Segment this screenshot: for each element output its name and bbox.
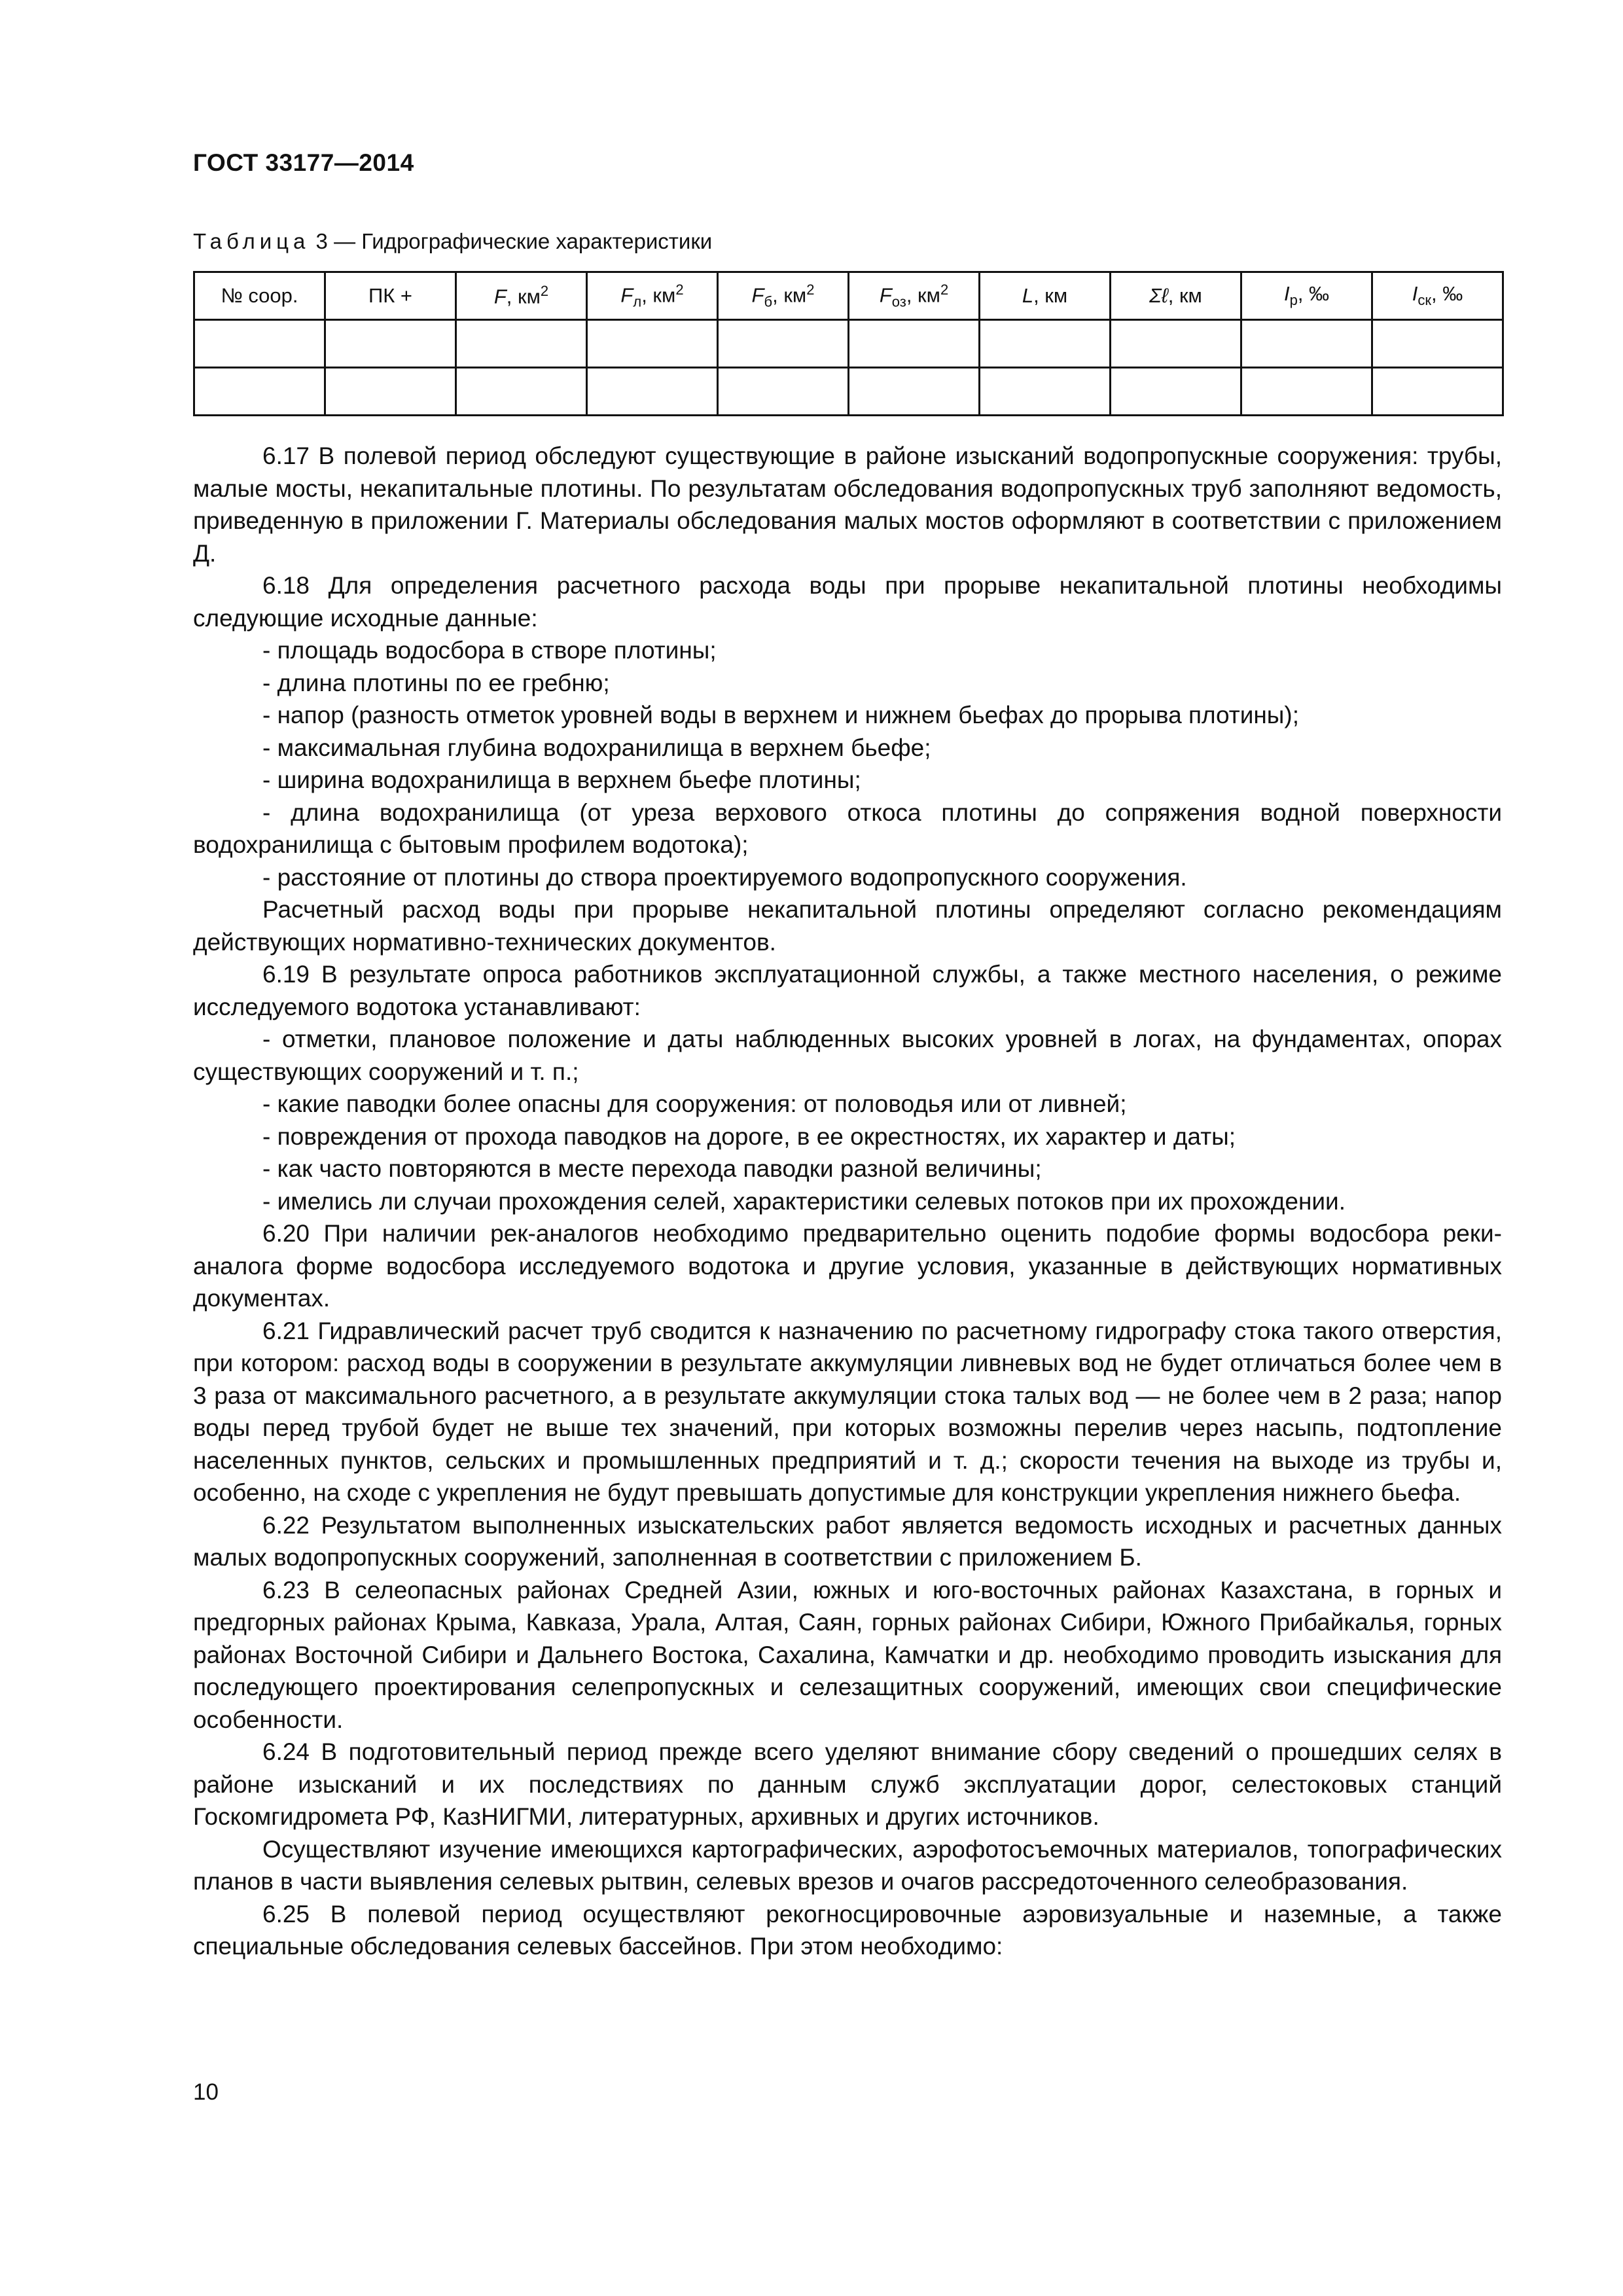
table-cell <box>1372 368 1503 416</box>
page-number: 10 <box>193 2079 219 2105</box>
col-header-symbol: F <box>879 283 892 307</box>
col-header-unit: , км <box>906 283 940 307</box>
paragraph-6-25: 6.25 В полевой период осуществляют рекогносцировочные аэровизуальные и наземные, а также специальные обследования селевых бассейнов. При этом необходимо: <box>193 1900 1502 1960</box>
col-header-river-slope <box>1241 272 1372 320</box>
col-header-total-length <box>1111 272 1241 320</box>
col-header-length <box>980 272 1111 320</box>
table-cell <box>1241 320 1372 368</box>
col-header-sub: б <box>764 293 773 310</box>
table-cell <box>587 368 718 416</box>
col-header-label: ПК + <box>368 284 413 307</box>
body-text <box>193 440 1502 1963</box>
col-header-label: № соор. <box>221 284 298 307</box>
paragraph-6-19: 6.19 В результате опроса работников эксплуатационной службы, а также местного населения, о режиме исследуемого водотока устанавливают: <box>193 961 1502 1020</box>
col-header-symbol: F <box>620 283 633 307</box>
table-cell <box>194 320 325 368</box>
col-header-symbol: I <box>1283 282 1290 306</box>
col-header-symbol: I <box>1412 282 1418 306</box>
col-header-unit: , км <box>1168 284 1202 307</box>
col-header-symbol: F <box>493 285 507 308</box>
paragraph-6-18-calc: Расчетный расход воды при прорыве некапитальной плотины определяют согласно рекомендациям действующих нормативно-технических документов. <box>193 896 1502 956</box>
table-cell <box>456 368 587 416</box>
table-cell <box>1372 320 1503 368</box>
paragraph-6-24-study: Осуществляют изучение имеющихся картографических, аэрофотосъемочных материалов, топографических планов в части выявления селевых рытвин, селевых врезов и очагов рассредоточенного селеобразования. <box>193 1835 1502 1895</box>
table-cell <box>1111 368 1241 416</box>
paragraph-6-18: 6.18 Для определения расчетного расхода воды при прорыве некапитальной плотины необходимы следующие исходные данные: <box>193 572 1502 632</box>
col-header-unit: , ‰ <box>1297 282 1330 306</box>
table-cell <box>980 320 1111 368</box>
list-item: - напор (разность отметок уровней воды в верхнем и нижнем бьефах до прорыва плотины); <box>262 702 1299 728</box>
paragraph-6-24: 6.24 В подготовительный период прежде всего уделяют внимание сбору сведений о прошедших селях в районе изысканий и их последствиях по данным служб эксплуатации дорог, селестоковых станций Госкомгидромета РФ, КазНИГМИ, литературных, архивных и других источников. <box>193 1738 1502 1830</box>
col-header-symbol: F <box>751 283 764 307</box>
table-cell <box>1241 368 1372 416</box>
table-cell <box>325 368 456 416</box>
col-header-sup: 2 <box>806 281 815 298</box>
col-header-unit: , км <box>772 283 807 307</box>
table-cell <box>587 320 718 368</box>
col-header-sub: оз <box>891 293 906 310</box>
col-header-sup: 2 <box>940 281 949 298</box>
col-header-area <box>456 272 587 320</box>
list-item: - какие паводки более опасны для сооружения: от половодья или от ливней; <box>262 1090 1127 1117</box>
list-item: - расстояние от плотины до створа проектируемого водопропускного сооружения. <box>262 863 1187 891</box>
table-caption-title: 3 — Гидрографические характеристики <box>310 229 713 253</box>
col-header-sub: л <box>633 293 642 310</box>
paragraph-6-22: 6.22 Результатом выполненных изыскательских работ является ведомость исходных и расчетных данных малых водопропускных сооружений, заполненная в соответствии с приложением Б. <box>193 1511 1502 1571</box>
col-header-sup: 2 <box>675 281 684 298</box>
col-header-lake-area <box>849 272 980 320</box>
list-item: - длина водохранилища (от уреза верхового откоса плотины до сопряжения водной поверхности водохранилища с бытовым профилем водотока); <box>193 798 1502 858</box>
col-header-sub: ск <box>1418 292 1431 309</box>
col-header-unit: , км <box>506 285 541 308</box>
col-header-symbol: L <box>1022 284 1034 307</box>
paragraph-6-21: 6.21 Гидравлический расчет труб сводится к назначению по расчетному гидрографу стока такого отверстия, при котором: расход воды в сооружении в результате аккумуляции ливневых вод не будет отличаться более чем в 3 раза от максимального расчетного, а в результате аккумуляции стока талых вод — не более чем в 2 раза; напор воды перед трубой будет не выше тех значений, при которых возможны перелив через насыпь, подтопление населенных пунктов, сельских и промышленных предприятий и т. д.; скорости течения на выходе из трубы и, особенно, на сходе с укрепления не будут превышать допустимые для конструкции укрепления нижнего бьефа. <box>193 1317 1502 1506</box>
table-cell <box>849 368 980 416</box>
table-row <box>194 368 1503 416</box>
list-item: - длина плотины по ее гребню; <box>262 669 610 696</box>
col-header-sup: 2 <box>540 283 549 300</box>
paragraph-6-20: 6.20 При наличии рек-аналогов необходимо предварительно оценить подобие формы водосбора реки-аналога форме водосбора исследуемого водотока и другие условия, указанные в действующих нормативных документах. <box>193 1220 1502 1312</box>
table-row <box>194 320 1503 368</box>
col-header-unit: , ‰ <box>1431 282 1463 306</box>
table-cell <box>849 320 980 368</box>
table-cell <box>194 368 325 416</box>
table-cell <box>980 368 1111 416</box>
table-cell <box>718 368 849 416</box>
col-header-unit: , км <box>641 283 676 307</box>
list-item: - максимальная глубина водохранилища в верхнем бьефе; <box>262 734 931 761</box>
col-header-slope-gradient <box>1372 272 1503 320</box>
list-item: - повреждения от прохода паводков на дороге, в ее окрестностях, их характер и даты; <box>262 1122 1236 1150</box>
table-cell <box>1111 320 1241 368</box>
table-cell <box>325 320 456 368</box>
list-item: - отметки, плановое положение и даты наблюденных высоких уровней в логах, на фундаментах, опорах существующих сооружений и т. п.; <box>193 1026 1502 1085</box>
table-caption-label: Таблица <box>193 229 310 253</box>
list-item: - ширина водохранилища в верхнем бьефе плотины; <box>262 766 861 793</box>
col-header-unit: , км <box>1033 284 1068 307</box>
table-cell <box>718 320 849 368</box>
list-item: - как часто повторяются в месте перехода паводки разной величины; <box>262 1155 1042 1182</box>
list-item: - имелись ли случаи прохождения селей, характеристики селевых потоков при их прохождении. <box>262 1187 1346 1215</box>
paragraph-6-23: 6.23 В селеопасных районах Средней Азии, южных и юго-восточных районах Казахстана, в горных и предгорных районах Крыма, Кавказа, Урала, Алтая, Саян, горных районах Сибири, Южного Прибайкалья, горных районах Восточной Сибири и Дальнего Востока, Сахалина, Камчатки и др. необходимо проводить изыскания для последующего проектирования селепропускных и селезащитных сооружений, имеющих свои специфические особенности. <box>193 1576 1502 1733</box>
col-header-forest-area <box>587 272 718 320</box>
list-item: - площадь водосбора в створе плотины; <box>262 637 717 664</box>
document-header: ГОСТ 33177—2014 <box>193 149 414 176</box>
table-cell <box>456 320 587 368</box>
col-header-swamp-area <box>718 272 849 320</box>
table-header-row <box>194 272 1503 320</box>
table-caption <box>193 229 712 254</box>
col-header-symbol: Σℓ <box>1149 284 1168 307</box>
col-header-picket <box>325 272 456 320</box>
col-header-sub: р <box>1289 292 1298 309</box>
col-header-structure-number <box>194 272 325 320</box>
hydrographic-table <box>193 271 1504 416</box>
paragraph-6-17: 6.17 В полевой период обследуют существующие в районе изысканий водопропускные сооружения: трубы, малые мосты, некапитальные плотины. По результатам обследования водопропускных труб заполняют ведомость, приведенную в приложении Г. Материалы обследования малых мостов оформляют в соответствии с приложением Д. <box>193 442 1502 567</box>
